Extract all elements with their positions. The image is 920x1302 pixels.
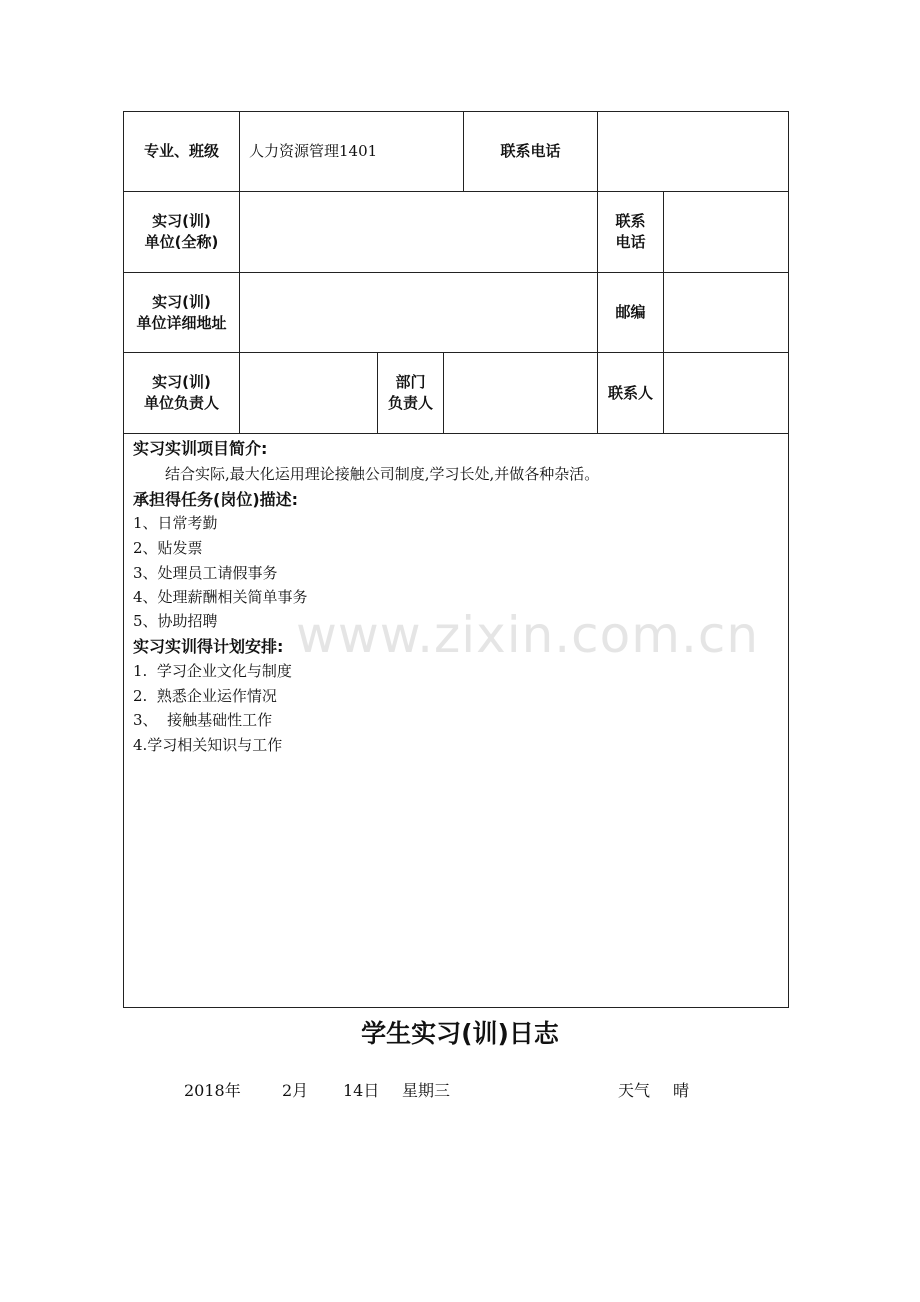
project-text: 结合实际,最大化运用理论接触公司制度,学习长处,并做各种杂活。: [165, 465, 600, 483]
contact-phone-label: 联系电话: [500, 142, 561, 160]
weather-label: 天气: [618, 1081, 651, 1100]
log-weekday: 星期三: [402, 1081, 451, 1100]
unit-phone-value[interactable]: [670, 192, 785, 272]
log-month: 2月: [282, 1081, 309, 1100]
col-divider: [663, 191, 664, 433]
task-item: 4、处理薪酬相关简单事务: [133, 588, 308, 606]
unit-name-value[interactable]: [249, 192, 589, 272]
plan-heading: 实习实训得计划安排:: [133, 637, 284, 656]
task-item: 2、贴发票: [133, 539, 203, 557]
unit-address-label: 实习(训) 单位详细地址: [136, 292, 227, 332]
contact-person-label: 联系人: [607, 383, 653, 402]
major-class-label: 专业、班级: [143, 142, 219, 160]
table-border-right: [788, 111, 789, 1008]
log-title: 学生实习(训)日志: [361, 1019, 559, 1048]
project-heading: 实习实训项目简介:: [133, 439, 268, 458]
unit-address-value[interactable]: [249, 273, 589, 352]
weather-value: 晴: [673, 1081, 690, 1100]
plan-item: 3、 接触基础性工作: [133, 711, 273, 729]
col-divider: [443, 352, 444, 433]
postcode-value[interactable]: [670, 273, 785, 352]
row-divider: [123, 433, 789, 434]
log-day: 14日: [343, 1081, 380, 1100]
major-class-value[interactable]: 人力资源管理1401: [249, 142, 378, 160]
task-item: 1、日常考勤: [133, 514, 218, 532]
contact-person-value[interactable]: [670, 353, 785, 433]
dept-head-label: 部门 负责人: [387, 373, 433, 412]
contact-phone-value[interactable]: [605, 112, 785, 191]
tasks-heading: 承担得任务(岗位)描述:: [133, 490, 299, 509]
unit-name-label: 实习(训) 单位(全称): [144, 212, 219, 251]
task-item: 3、处理员工请假事务: [133, 564, 278, 582]
watermark-text: www.zixin.com.cn: [296, 606, 760, 664]
plan-item: 4.学习相关知识与工作: [133, 736, 283, 754]
task-item: 5、协助招聘: [133, 612, 218, 630]
unit-head-value[interactable]: [246, 353, 374, 433]
col-divider: [239, 111, 240, 433]
log-year: 2018年: [184, 1081, 241, 1100]
unit-phone-label: 联系 电话: [615, 212, 646, 251]
postcode-label: 邮编: [615, 303, 646, 321]
dept-head-value[interactable]: [450, 353, 593, 433]
table-border-bottom: [123, 1007, 789, 1008]
plan-item: 1. 学习企业文化与制度: [133, 662, 292, 680]
plan-item: 2. 熟悉企业运作情况: [133, 687, 277, 705]
unit-head-label: 实习(训) 单位负责人: [143, 373, 219, 412]
